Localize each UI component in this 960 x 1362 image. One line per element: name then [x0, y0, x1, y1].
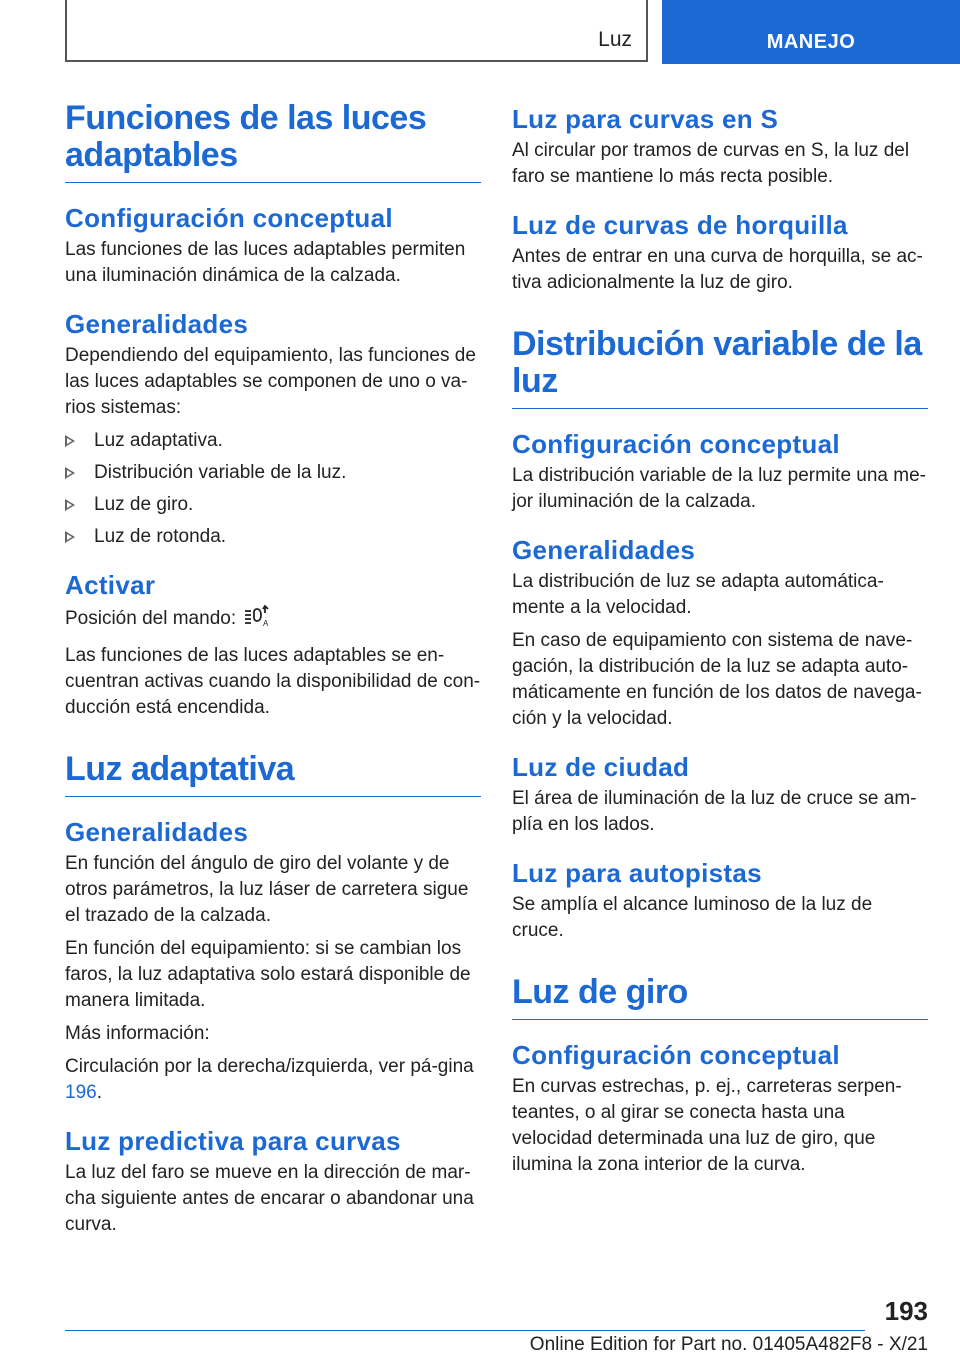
- crossref-paragraph: Circulación por la derecha/izquierda, ver pá-gina 196.: [65, 1056, 474, 1103]
- auto-headlight-icon: [244, 604, 272, 636]
- heading-s-curve: Luz para curvas en S: [512, 104, 779, 134]
- distribution-concept-paragraph: La distribución variable de la luz permite una me-jor iluminación de la calzada.: [512, 465, 926, 512]
- predictive-paragraph: La luz del faro se mueve en la dirección de mar-cha siguiente antes de encarar o abandonar una curva.: [65, 1162, 474, 1235]
- page-number: 193: [884, 1296, 928, 1326]
- header-chapter-tab[interactable]: [662, 0, 960, 64]
- heading-variable-distribution: Distribución variable de la luz: [512, 326, 928, 409]
- heading-adaptive-general: Generalidades: [65, 817, 249, 847]
- list-item: Luz de giro.: [65, 492, 481, 518]
- triangle-bullet-icon: [65, 531, 75, 543]
- systems-list: [65, 428, 481, 550]
- right-column: [512, 104, 928, 1185]
- heading-adaptive-functions: Funciones de las luces adaptables: [65, 100, 481, 183]
- footer-edition: Online Edition for Part no. 01405A482F8 - X/21: [529, 1334, 928, 1355]
- heading-turn-light: Luz de giro: [512, 974, 928, 1020]
- header-section-title: Luz: [598, 28, 632, 51]
- distribution-general-paragraph-2: En caso de equipamiento con sistema de nave-gación, la distribución de la luz se adapta auto-máticamente en función de los datos de navega-ción y la velocidad.: [512, 630, 922, 729]
- city-light-paragraph: El área de iluminación de la luz de cruce se am-plía en los lados.: [512, 788, 917, 835]
- heading-turn-concept: Configuración conceptual: [512, 1040, 840, 1070]
- activate-position-line: Posición del mando: A: [65, 604, 481, 636]
- concept-paragraph: Las funciones de las luces adaptables permiten una iluminación dinámica de la calzada.: [65, 239, 466, 286]
- adaptive-paragraph-2: En función del equipamiento: si se cambian los faros, la luz adaptativa solo estará disponible de manera limitada.: [65, 938, 471, 1011]
- heading-adaptive-light: Luz adaptativa: [65, 751, 481, 797]
- hairpin-paragraph: Antes de entrar en una curva de horquilla, se ac-tiva adicionalmente la luz de giro.: [512, 246, 923, 293]
- activate-paragraph: Las funciones de las luces adaptables se en-cuentran activas cuando la disponibilidad de con-ducción está encendida.: [65, 645, 481, 718]
- triangle-bullet-icon: [65, 435, 75, 447]
- footer-divider: [65, 1330, 865, 1331]
- heading-motorway-light: Luz para autopistas: [512, 858, 762, 888]
- adaptive-paragraph-1: En función del ángulo de giro del volante y de otros parámetros, la luz láser de carretera sigue el trazado de la calzada.: [65, 853, 469, 926]
- header-section-box: [65, 0, 648, 62]
- distribution-general-paragraph-1: La distribución de luz se adapta automática-mente a la velocidad.: [512, 571, 884, 618]
- triangle-bullet-icon: [65, 499, 75, 511]
- heading-hairpin: Luz de curvas de horquilla: [512, 210, 848, 240]
- heading-concept: Configuración conceptual: [65, 203, 393, 233]
- list-item: Luz adaptativa.: [65, 428, 481, 454]
- page-link-196[interactable]: 196: [65, 1082, 97, 1103]
- heading-activate: Activar: [65, 570, 156, 600]
- s-curve-paragraph: Al circular por tramos de curvas en S, la luz del faro se mantiene lo más recta posible.: [512, 140, 910, 187]
- svg-text:A: A: [263, 619, 269, 628]
- more-info-label: Más información:: [65, 1023, 210, 1044]
- turn-concept-paragraph: En curvas estrechas, p. ej., carreteras serpen-teantes, o al girar se conecta hasta una velocidad determinada una luz de giro, que ilumina la zona interior de la curva.: [512, 1076, 902, 1175]
- list-item: Distribución variable de la luz.: [65, 460, 481, 486]
- heading-general: Generalidades: [65, 309, 249, 339]
- general-paragraph: Dependiendo del equipamiento, las funciones de las luces adaptables se componen de uno o va-rios sistemas:: [65, 345, 476, 418]
- left-column: [65, 100, 481, 1245]
- heading-distribution-concept: Configuración conceptual: [512, 429, 840, 459]
- heading-predictive-curves: Luz predictiva para curvas: [65, 1126, 401, 1156]
- header-chapter-title: MANEJO: [766, 31, 856, 53]
- heading-city-light: Luz de ciudad: [512, 752, 690, 782]
- list-item: Luz de rotonda.: [65, 524, 481, 550]
- motorway-light-paragraph: Se amplía el alcance luminoso de la luz de cruce.: [512, 894, 873, 941]
- triangle-bullet-icon: [65, 467, 75, 479]
- heading-distribution-general: Generalidades: [512, 535, 696, 565]
